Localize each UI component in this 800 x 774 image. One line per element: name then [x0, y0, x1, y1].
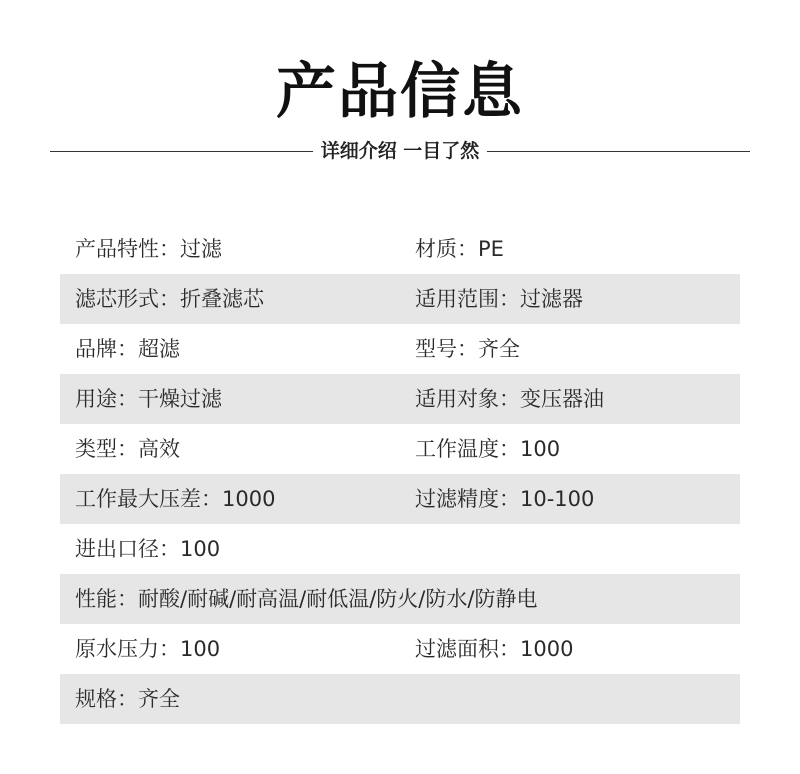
spec-row [60, 324, 740, 374]
spec-cell-right: 适用对象：变压器油 [415, 387, 604, 411]
spec-cell-right: 适用范围：过滤器 [415, 287, 583, 311]
spec-cell-left: 滤芯形式：折叠滤芯 [75, 287, 264, 311]
spec-cell-left: 原水压力：100 [75, 637, 221, 661]
spec-cell-left: 产品特性：过滤 [75, 237, 222, 261]
spec-row [60, 224, 740, 274]
spec-cell-left: 类型：高效 [75, 437, 180, 461]
spec-cell-left: 性能：耐酸/耐碱/耐高温/耐低温/防火/防水/防静电 [75, 587, 538, 611]
spec-row [60, 624, 740, 674]
spec-row [60, 274, 740, 324]
spec-cell-right: 过滤精度：10-100 [415, 487, 595, 511]
spec-row [60, 674, 740, 724]
spec-cell-left: 用途：干燥过滤 [75, 387, 222, 411]
left-divider-line [50, 151, 313, 152]
spec-cell-left: 规格：齐全 [75, 687, 180, 711]
spec-cell-right: 过滤面积：1000 [415, 637, 574, 661]
spec-row [60, 524, 740, 574]
spec-cell-left: 进出口径：100 [75, 537, 221, 561]
spec-cell-right: 型号：齐全 [415, 337, 520, 361]
page-title: 产品信息 [276, 57, 524, 127]
subtitle-divider [50, 138, 750, 164]
spec-row [60, 374, 740, 424]
spec-row [60, 574, 740, 624]
right-divider-line [487, 151, 750, 152]
spec-cell-right: 材质：PE [415, 237, 504, 261]
spec-cell-left: 品牌：超滤 [75, 337, 180, 361]
spec-row [60, 474, 740, 524]
page-subtitle: 详细介绍 一目了然 [320, 140, 480, 162]
spec-table [60, 224, 740, 724]
spec-row [60, 424, 740, 474]
spec-cell-right: 工作温度：100 [415, 437, 561, 461]
spec-cell-left: 工作最大压差：1000 [75, 487, 276, 511]
